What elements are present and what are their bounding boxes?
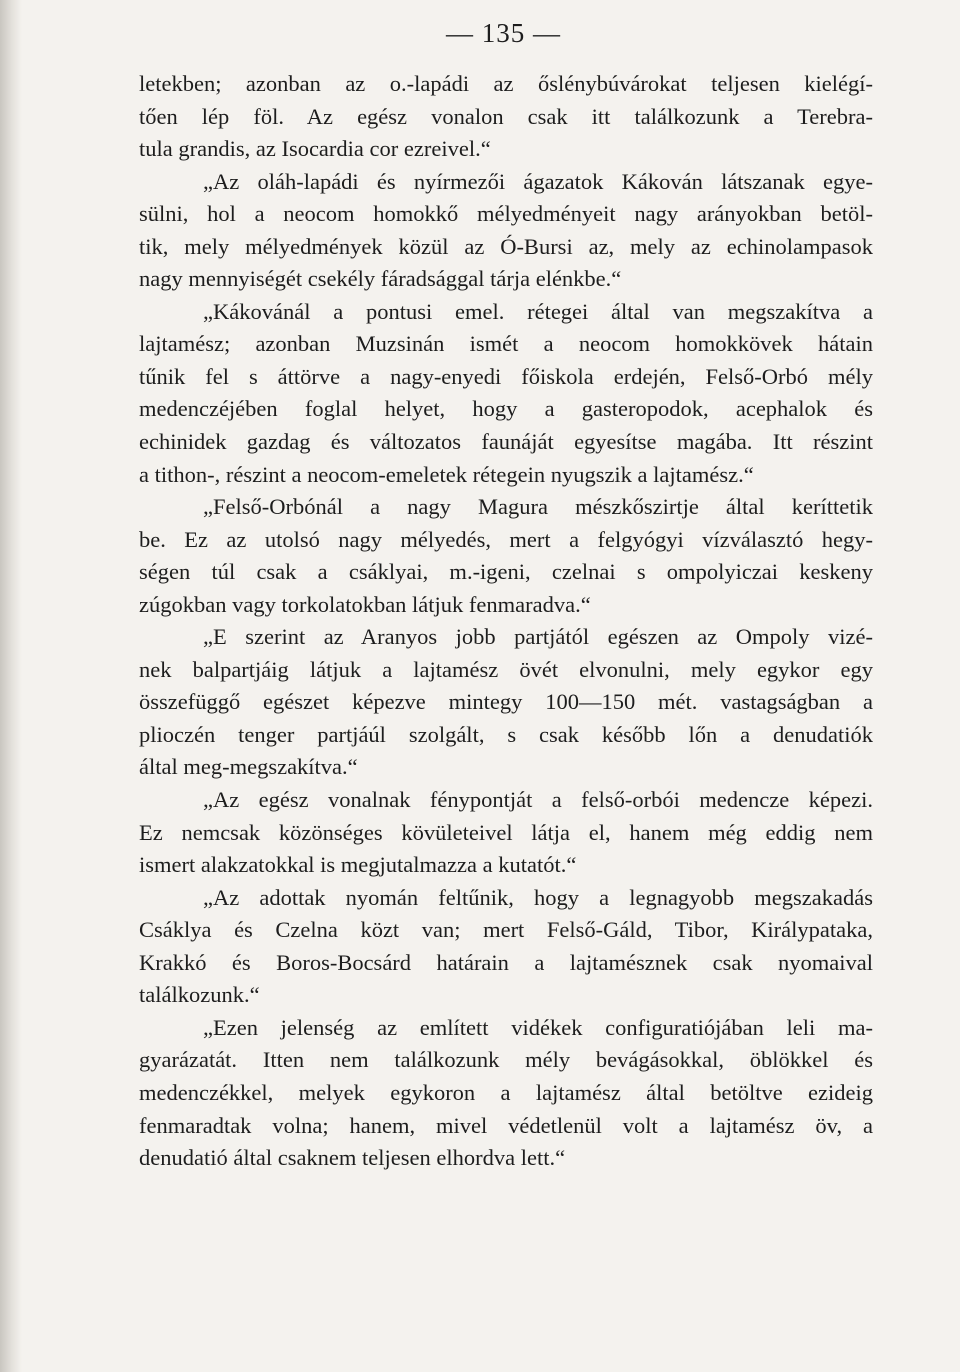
text-line: „Az egész vonalnak fénypontját a felső-orbói medencze képezi.: [203, 787, 873, 813]
page-number: — 135 —: [446, 18, 561, 48]
text-line: „E szerint az Aranyos jobb partjától egészen az Ompoly vizé-: [203, 624, 873, 650]
text-line: Krakkó és Boros-Bocsárd határain a lajtamésznek csak nyomaival: [139, 949, 873, 975]
text-line: medenczéjében foglal helyet, hogy a gasteropodok, acephalok és: [139, 396, 873, 422]
text-line: ismert alakzatokkal is megjutalmazza a kutatót.“: [139, 852, 577, 878]
text-line: denudatió által csaknem teljesen elhordva lett.“: [139, 1145, 566, 1171]
text-line: zúgokban vagy torkolatokban látjuk fenmaradva.“: [139, 591, 591, 617]
text-line: medenczékkel, melyek egykoron a lajtamész által betöltve ezideig: [139, 1079, 873, 1105]
text-line: tűnik fel s áttörve a nagy-enyedi főiskola erdején, Felső-Orbó mély: [139, 363, 873, 389]
body-text: [139, 68, 873, 1175]
text-line: „Ezen jelenség az említett vidékek configuratiójában leli ma-: [203, 1014, 873, 1040]
text-line: „Az adottak nyomán feltűnik, hogy a legnagyobb megszakadás: [203, 884, 873, 910]
text-line: nagy mennyiségét csekély fáradsággal tárja elénkbe.“: [139, 266, 622, 292]
text-line: Ez nemcsak közönséges kövületeivel látja el, hanem még eddig nem: [139, 819, 873, 845]
text-line: gyarázatát. Itten nem találkozunk mély bevágásokkal, öblökkel és: [139, 1047, 873, 1073]
text-line: lajtamész; azonban Muzsinán ismét a neocom homokkövek hátain: [139, 331, 873, 357]
text-line: a tithon-, részint a neocom-emeletek rétegein nyugszik a lajtamész.“: [139, 461, 754, 487]
text-line: találkozunk.“: [139, 982, 260, 1008]
text-line: tula grandis, az Isocardia cor ezreivel.“: [139, 136, 491, 162]
text-line: tően lép föl. Az egész vonalon csak itt találkozunk a Terebra-: [139, 103, 873, 129]
text-line: „Felső-Orbónál a nagy Magura mészkőszirtje által keríttetik: [203, 494, 873, 520]
text-line: Csáklya és Czelna közt van; mert Felső-Gáld, Tibor, Királypataka,: [139, 917, 873, 943]
text-line: „Az oláh-lapádi és nyírmezői ágazatok Kákován látszanak egye-: [203, 168, 873, 194]
text-line: echinidek gazdag és változatos faunáját egyesítse magába. Itt részint: [139, 429, 873, 455]
text-line: tik, mely mélyedmények közül az Ó-Bursi az, mely az echinolampasok: [139, 233, 873, 259]
scan-edge-shadow: [0, 0, 22, 1372]
text-line: „Kákovánál a pontusi emel. rétegei által van megszakítva a: [203, 298, 873, 324]
text-line: letekben; azonban az o.-lapádi az őslénybúvárokat teljesen kielégí-: [139, 71, 873, 96]
text-line: be. Ez az utolsó nagy mélyedés, mert a felgyógyi vízválasztó hegy-: [139, 526, 873, 552]
text-line: nek balpartjáig látjuk a lajtamész övét elvonulni, mely egykor egy: [139, 656, 873, 682]
text-line: összefüggő egészet képezve mintegy 100—150 mét. vastagságban a: [139, 689, 873, 715]
text-line: fenmaradtak volna; hanem, mivel védetlenül volt a lajtamész öv, a: [139, 1112, 873, 1138]
text-line: sülni, hol a neocom homokkő mélyedményeit nagy arányokban betöl-: [139, 201, 873, 227]
text-line: által meg-megszakítva.“: [139, 754, 358, 780]
text-line: plioczén tenger partjáúl szolgált, s csak később lőn a denudatiók: [139, 721, 873, 747]
text-line: ségen túl csak a csáklyai, m.-igeni, czelnai s ompolyiczai keskeny: [139, 559, 873, 585]
